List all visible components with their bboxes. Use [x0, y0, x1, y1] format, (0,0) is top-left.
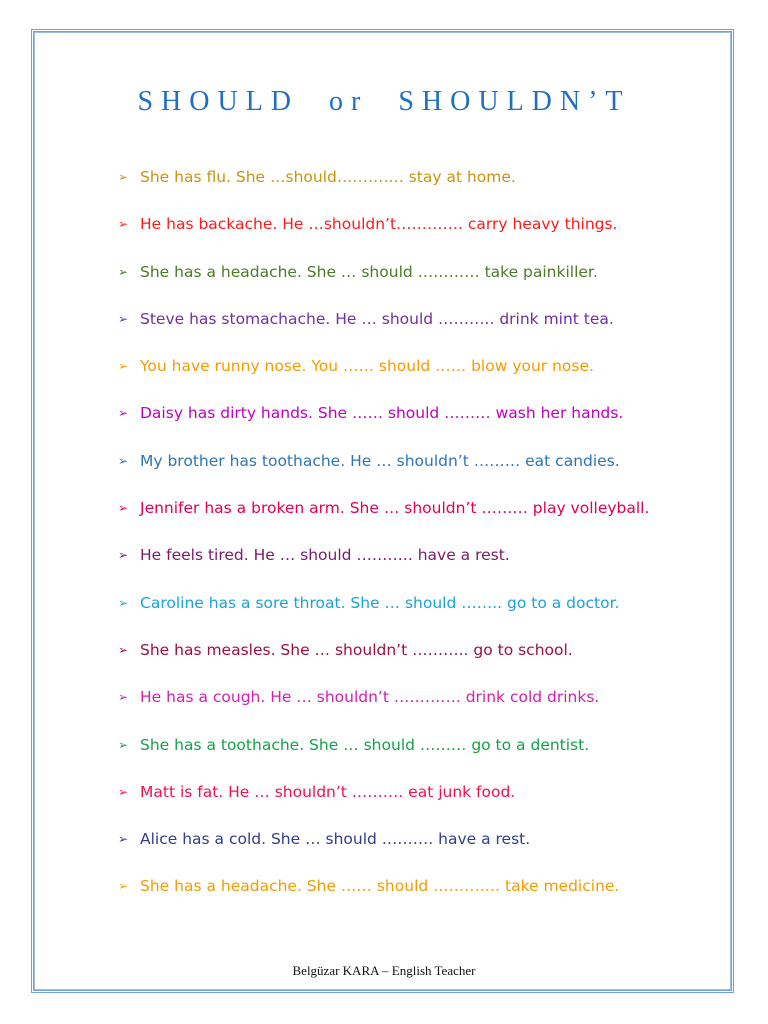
sentence-text: He has backache. He …shouldn’t…………. carry heavy things. [140, 215, 618, 234]
arrowhead-bullet-icon: ➢ [118, 737, 129, 752]
sentence-text: She has measles. She … shouldn’t ……….. go to school. [140, 640, 573, 659]
list-item [118, 827, 649, 874]
arrowhead-bullet-icon: ➢ [118, 264, 129, 279]
list-item [118, 449, 649, 496]
author-footer: Belgüzar KARA – English Teacher [292, 963, 476, 978]
list-item [118, 307, 649, 354]
list-item [118, 401, 649, 448]
list-item [118, 685, 649, 732]
arrowhead-bullet-icon: ➢ [118, 217, 129, 232]
arrowhead-bullet-icon: ➢ [118, 832, 129, 847]
sentence-text: She has a headache. She …… should …………. take medicine. [140, 877, 620, 896]
sentence-text: She has a headache. She … should ………… take painkiller. [140, 262, 598, 281]
sentence-text: Steve has stomachache. He … should ……….. drink mint tea. [140, 309, 614, 328]
arrowhead-bullet-icon: ➢ [118, 595, 129, 610]
list-item [118, 165, 649, 212]
sentence-text: She has a toothache. She … should ……… go to a dentist. [140, 735, 590, 754]
arrowhead-bullet-icon: ➢ [118, 690, 129, 705]
list-item [118, 260, 649, 307]
arrowhead-bullet-icon: ➢ [118, 359, 129, 374]
sentence-text: Alice has a cold. She … should ………. have a rest. [140, 830, 531, 849]
list-item [118, 212, 649, 259]
arrowhead-bullet-icon: ➢ [118, 642, 129, 657]
arrowhead-bullet-icon: ➢ [118, 170, 129, 184]
arrowhead-bullet-icon: ➢ [118, 548, 129, 563]
list-item [118, 591, 649, 638]
arrowhead-bullet-icon: ➢ [118, 501, 129, 516]
sentence-text: You have runny nose. You …… should …… blow your nose. [140, 357, 594, 376]
sentence-text: Daisy has dirty hands. She …… should ……… wash her hands. [140, 404, 624, 423]
sentence-text: My brother has toothache. He … shouldn’t ……… eat candies. [140, 451, 620, 470]
list-item [118, 780, 649, 827]
list-item [118, 496, 649, 543]
list-item [118, 354, 649, 401]
arrowhead-bullet-icon: ➢ [118, 453, 129, 468]
sentence-text: She has flu. She …should…………. stay at home. [140, 168, 516, 186]
arrowhead-bullet-icon: ➢ [118, 784, 129, 799]
sentence-list [118, 165, 649, 922]
sentence-text: Matt is fat. He … shouldn’t ………. eat junk food. [140, 782, 516, 801]
worksheet-title: SHOULD or SHOULDN’T [137, 86, 631, 117]
sentence-text: Jennifer has a broken arm. She … shouldn’t ……… play volleyball. [140, 499, 650, 518]
list-item [118, 638, 649, 685]
arrowhead-bullet-icon: ➢ [118, 406, 129, 421]
list-item [118, 874, 649, 921]
sentence-text: He has a cough. He … shouldn’t …………. drink cold drinks. [140, 688, 600, 707]
arrowhead-bullet-icon: ➢ [118, 879, 129, 894]
list-item [118, 543, 649, 590]
sentence-text: He feels tired. He … should ……….. have a rest. [140, 546, 510, 565]
list-item [118, 733, 649, 780]
sentence-text: Caroline has a sore throat. She … should …….. go to a doctor. [140, 593, 620, 612]
arrowhead-bullet-icon: ➢ [118, 311, 129, 326]
